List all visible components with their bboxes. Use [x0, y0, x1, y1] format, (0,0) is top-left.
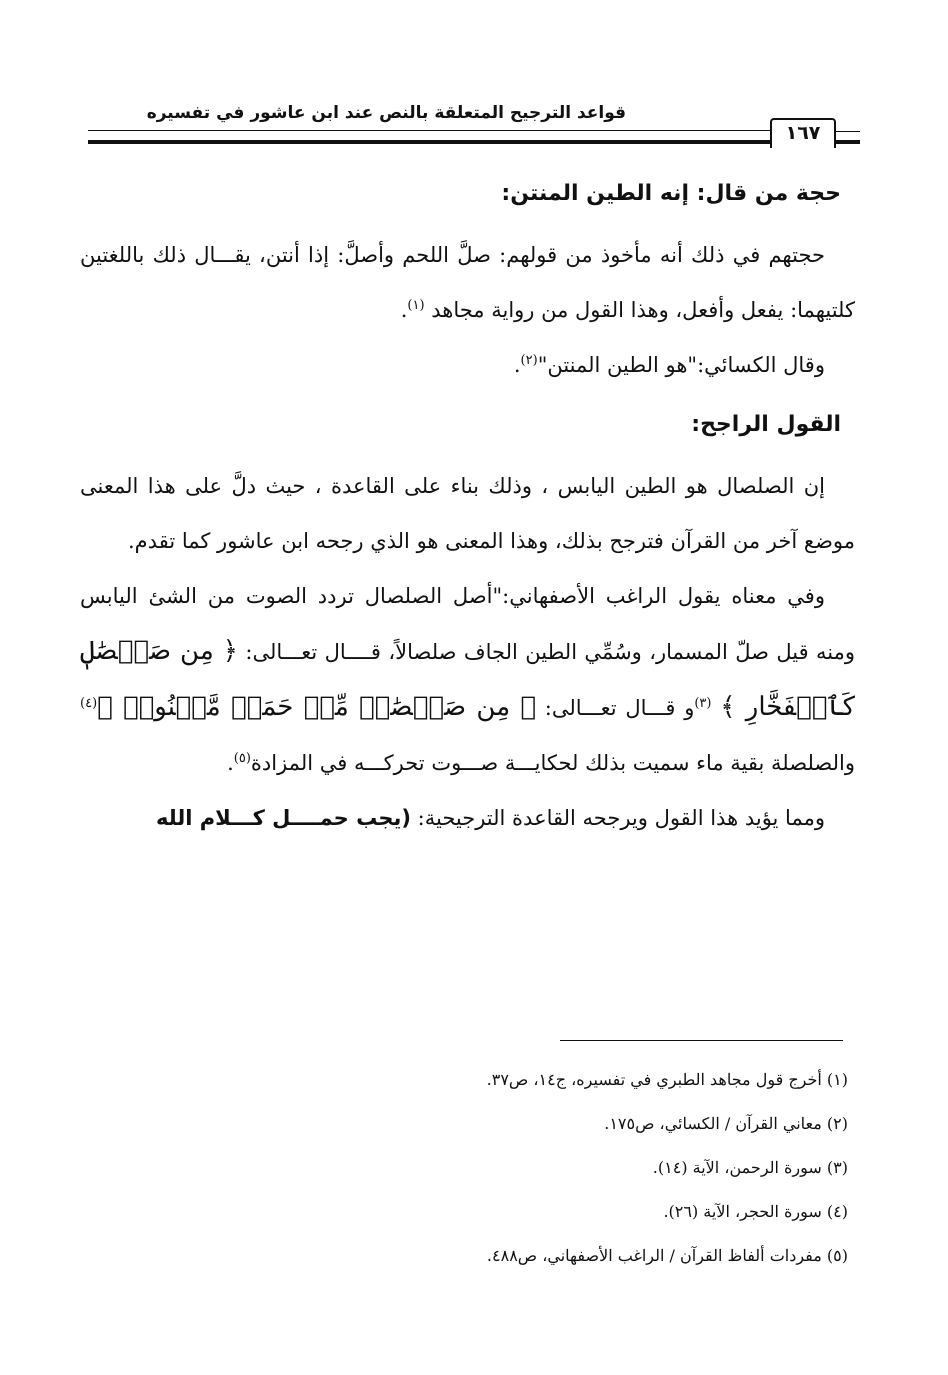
footnote-4: (٤) سورة الحجر، الآية (٢٦).: [663, 1202, 848, 1221]
header-thick-rule: [88, 140, 860, 144]
footnote-ref: (١): [407, 298, 425, 313]
page-number: ١٦٧: [770, 118, 836, 148]
paragraph-text: و قـــال تعـــالى:: [544, 696, 695, 720]
quran-verse: ﴿ مِن صَلۡصَٰلٖ كَٱلۡفَخَّارِ ﴾: [80, 636, 855, 722]
paragraph-text: والصلصلة بقية ماء سميت بذلك لحكايـــة صـــوت تحركـــه في المزادة: [250, 751, 855, 775]
footnote-2: (٢) معاني القرآن / الكسائي، ص١٧٥.: [604, 1114, 848, 1133]
footnote-1: (١) أخرج قول مجاهد الطبري في تفسيره، ج١٤، ص٣٧.: [486, 1070, 848, 1089]
footnote-3: (٣) سورة الرحمن، الآية (١٤).: [652, 1158, 848, 1177]
paragraph-text: وفي معناه يقول الراغب الأصفهاني:"أصل الصلصال تردد الصوت من الشئ اليابس ومنه قيل صلّ المسمار، وسُمِّي الطين الجاف صلصالاً، قــــال تعـــالى:: [80, 584, 855, 664]
footnotes: [300, 1058, 848, 1278]
period: .: [400, 298, 408, 322]
footnote-ref: (٤): [80, 696, 98, 711]
paragraph-raghib: [80, 569, 855, 791]
header-rule-tail: [832, 131, 860, 132]
paragraph-text: وقال الكسائي:"هو الطين المنتن": [537, 353, 825, 377]
main-text: [80, 174, 855, 846]
footnote-ref: (٣): [694, 696, 712, 711]
paragraph-text: حجتهم في ذلك أنه مأخوذ من قولهم: صلَّ اللحم وأصلَّ: إذا أنتن، يقـــال ذلك باللغتين كلتيهما: يفعل وأفعل، وهذا القول من رواية مجاهد: [80, 243, 855, 322]
period: .: [227, 751, 234, 775]
paragraph-preferred: إن الصلصال هو الطين اليابس ، وذلك بناء على القاعدة ، حيث دلَّ على هذا المعنى موضع آخر من القرآن فترجح بذلك، وهذا المعنى هو الذي رجحه ابن عاشور كما تقدم.: [80, 474, 855, 553]
section-heading-preferred: القول الراجح:: [691, 412, 841, 437]
period: .: [513, 353, 521, 377]
paragraph-text: ومما يؤيد هذا القول ويرجحه القاعدة الترجيحية:: [417, 806, 825, 830]
paragraph-rule: [80, 791, 855, 846]
footnote-separator: [560, 1040, 843, 1041]
rule-text-bold: (يجب حمــــل كـــلام الله: [156, 806, 411, 830]
footnote-5: (٥) مفردات ألفاظ القرآن / الراغب الأصفهاني، ص٤٨٨.: [486, 1246, 848, 1265]
quran-verse: ﴿ مِن صَلۡصَٰلٖ مِّنۡ حَمَإٖ مَّسۡنُونٖ ﴾: [97, 692, 537, 722]
footnote-ref: (٢): [520, 353, 538, 368]
footnote-ref: (٥): [233, 751, 251, 766]
paragraph-argument: [80, 228, 855, 338]
paragraph-kisai: [80, 338, 855, 393]
header-thin-rule: [88, 130, 830, 131]
running-title: قواعد الترجيح المتعلقة بالنص عند ابن عاشور في تفسيره: [146, 103, 626, 123]
section-heading-argument: حجة من قال: إنه الطين المنتن:: [501, 181, 841, 206]
